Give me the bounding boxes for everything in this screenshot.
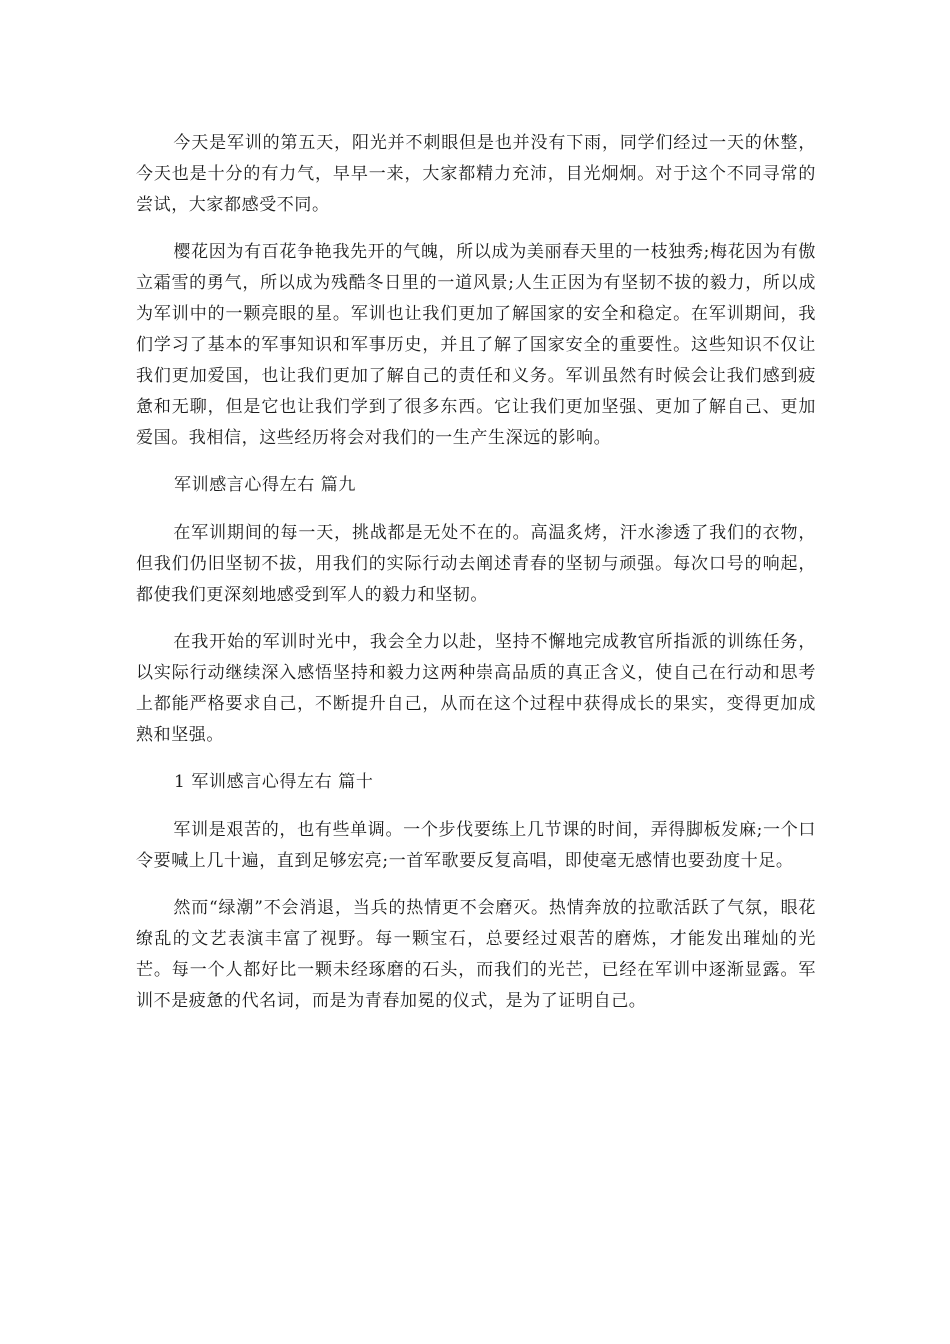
paragraph-hardship: 军训是艰苦的，也有些单调。一个步伐要练上几节课的时间，弄得脚板发麻;一个口令要喊上几十遍，直到足够宏亮;一首军歌要反复高唱，即使毫无感情也要劲度十足。	[136, 820, 816, 871]
paragraph-day-five: 今天是军训的第五天，阳光并不刺眼但是也并没有下雨，同学们经过一天的休整，今天也是十分的有力气，早早一来，大家都精力充沛，目光炯炯。对于这个不同寻常的尝试，大家都感受不同。	[136, 133, 816, 215]
document-page	[136, 128, 816, 1033]
section-heading-ten: 1 军训感言心得左右 篇十	[174, 772, 374, 792]
section-heading-nine: 军训感言心得左右 篇九	[174, 475, 357, 495]
paragraph-full-effort: 在我开始的军训时光中，我会全力以赴，坚持不懈地完成教官所指派的训练任务，以实际行动继续深入感悟坚持和毅力这两种崇高品质的真正含义，使自己在行动和思考上都能严格要求自己，不断提升自己，从而在这个过程中获得成长的果实，变得更加成熟和坚强。	[136, 632, 816, 745]
paragraph-cherry-blossom: 樱花因为有百花争艳我先开的气魄，所以成为美丽春天里的一枝独秀;梅花因为有傲立霜雪的勇气，所以成为残酷冬日里的一道风景;人生正因为有坚韧不拔的毅力，所以成为军训中的一颗亮眼的星。军训也让我们更加了解国家的安全和稳定。在军训期间，我们学习了基本的军事知识和军事历史，并且了解了国家安全的重要性。这些知识不仅让我们更加爱国，也让我们更加了解自己的责任和义务。军训虽然有时候会让我们感到疲惫和无聊，但是它也让我们学到了很多东西。它让我们更加坚强、更加了解自己、更加爱国。我相信，这些经历将会对我们的一生产生深远的影响。	[136, 242, 816, 448]
paragraph-daily-challenge: 在军训期间的每一天，挑战都是无处不在的。高温炙烤，汗水渗透了我们的衣物，但我们仍旧坚韧不拔，用我们的实际行动去阐述青春的坚韧与顽强。每次口号的响起，都使我们更深刻地感受到军人的毅力和坚韧。	[136, 523, 816, 605]
paragraph-green-tide: 然而“绿潮”不会消退，当兵的热情更不会磨灭。热情奔放的拉歌活跃了气氛，眼花缭乱的文艺表演丰富了视野。每一颗宝石，总要经过艰苦的磨炼，才能发出璀灿的光芒。每一个人都好比一颗未经琢磨的石头，而我们的光芒，已经在军训中逐渐显露。军训不是疲惫的代名词，而是为青春加冕的仪式，是为了证明自己。	[136, 898, 816, 1011]
